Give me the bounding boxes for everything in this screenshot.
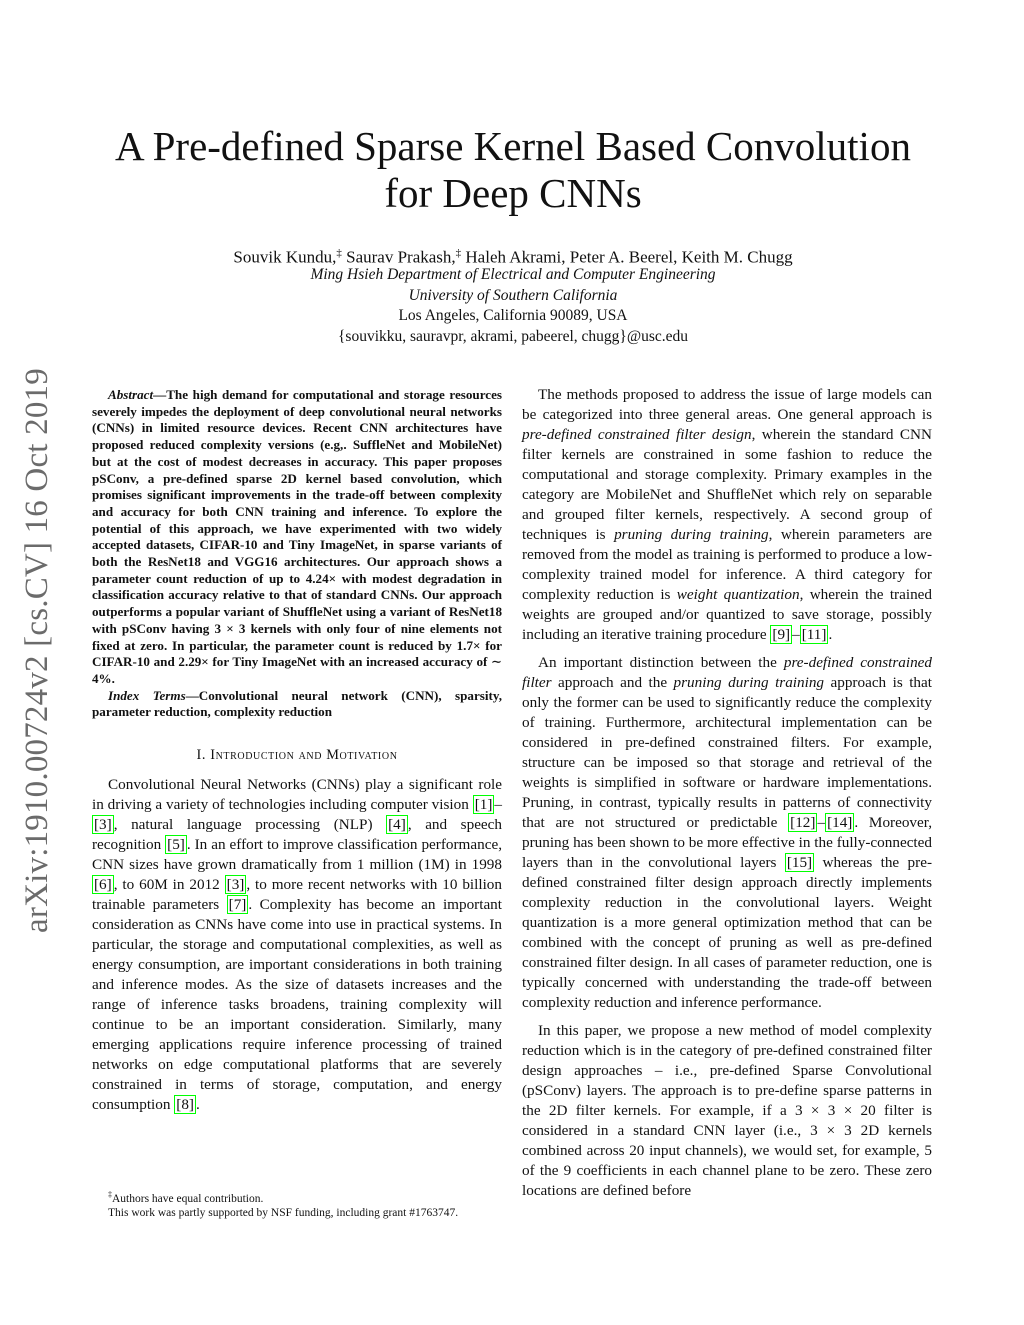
citation-link[interactable]: [6] (94, 876, 112, 894)
abstract (92, 387, 502, 688)
section-heading-introduction (92, 745, 502, 765)
text-run: An important distinction between the (538, 654, 784, 671)
intro-paragraph (92, 775, 502, 1115)
text-run: – (494, 796, 502, 814)
text-run: . Complexity has become an important consideration as CNNs have come into use in practical systems. In particular, the storage and computational complexities, as well as energy consumption, are important considerations in both training and inference modes. As the size of datasets increases and the range of inference tasks broadens, training complexity will continue to be an important consideration. Similarly, many emerging applications require inference processing of trained networks on edge computational platforms that are severely constrained in terms of storage, computation, and energy consumption (92, 896, 502, 1114)
text-run: , wherein the trained weights are grouped and/or quantized to save storage, possibly including an iterative training procedure (522, 586, 932, 643)
abstract-label: Abstract (108, 387, 154, 402)
text-run: . Moreover, pruning has been shown to be more effective in the fully-connected layers than in the convolutional layers (522, 814, 933, 871)
paper-title (90, 123, 936, 217)
affiliation-email: {souvikku, sauravpr, akrami, pabeerel, chugg}@usc.edu (337, 327, 689, 345)
citation-link[interactable]: [1] (474, 796, 493, 814)
text-run: approach is that only the former can be used to significantly reduce the complexity of training. Furthermore, architectural implementation can be considered in pre-defined constrained filters. For example, structure can be imposed so that storage and retrieval of the weights is simplified in software or hardware implementations. Pruning, in contrast, typically results in patterns of connectivity that are not structured or predictable (522, 674, 932, 831)
citation-link[interactable]: [11] (801, 626, 827, 643)
citation-link[interactable]: [15] (786, 854, 813, 871)
text-run: – (817, 814, 826, 831)
footnote-equal-contribution (92, 1188, 502, 1206)
section-title: Introduction and Motivation (210, 747, 398, 764)
text-run: , wherein the standard CNN filter kernels are constrained in some fashion to reduce the computational and storage complexity. Primary examples in the category are MobileNet and ShufﬂeNet which rely on separable and grouped filter kernels, respectively. A second group of techniques is (522, 426, 932, 543)
text-run: , to 60M in 2012 (113, 876, 225, 894)
citation-link[interactable]: [14] (827, 814, 853, 831)
text-run: , wherein parameters are removed from the model as training is performed to produce a low-complexity trained model for inference. A third category for complexity reduction is (522, 526, 932, 603)
text-run: – (792, 626, 800, 643)
arxiv-stamp-text: arXiv:1910.00724v2 [cs.CV] 16 Oct 2019 (18, 367, 55, 933)
author-rest: Haleh Akrami, Peter A. Beerel, Keith M. Chugg (461, 247, 793, 267)
citation-link[interactable]: [7] (228, 896, 247, 914)
text-run: . (828, 626, 833, 643)
emphasis: pre-defined constrained filter (522, 654, 933, 691)
emphasis: pruning during training (614, 526, 769, 543)
index-terms (92, 688, 502, 721)
section-number: I. (196, 747, 207, 764)
citation-link[interactable]: [3] (226, 876, 245, 894)
text-run: , to more recent networks with 10 billion trainable parameters (92, 876, 502, 914)
left-column (92, 387, 502, 1123)
text-run: . In an effort to improve classification performance, CNN sizes have grown dramatically from 1 million (1M) in 1998 (92, 836, 502, 874)
text-run: Convolutional Neural Networks (CNNs) play a significant role in driving a variety of technologies including computer vision (92, 776, 502, 814)
text-run: . (195, 1096, 200, 1114)
index-terms-text: Convolutional neural network (CNN), sparsity, parameter reduction, complexity reduction (92, 687, 502, 720)
affiliation-city: Los Angeles, California 90089, USA (398, 307, 628, 324)
footnotes (92, 1188, 502, 1221)
distinction-paragraph (522, 653, 932, 1013)
title-line-1: A Pre-defined Sparse Kernel Based Convolution (115, 123, 911, 169)
affiliation-university: University of Southern California (408, 286, 618, 304)
citation-link[interactable]: [3] (94, 816, 112, 834)
abstract-dash: — (153, 387, 167, 402)
emphasis: pre-defined constrained filter design (522, 426, 752, 443)
text-run: whereas the pre-defined constrained filter design approach directly implements complexity reduction in the convolutional layers. Weight quantization is a more general optimization method that can be combined with the concept of pruning as well as pre-defined constrained filter design. In all cases of parameter reduction, one is typically concerned with understanding the trade-off between complexity reduction and inference performance. (522, 854, 933, 1011)
text-run: The methods proposed to address the issue of large models can be categorized into three general areas. One general approach is (522, 386, 932, 423)
proposal-paragraph: In this paper, we propose a new method of model complexity reduction which is in the category of pre-defined constrained filter design approaches – i.e., pre-defined Sparse Convolutional (pSConv) layers. The approach is to pre-define sparse patterns in the 2D filter kernels. For example, if a 3 × 3 × 20 filter is considered in a standard CNN layer (i.e., 3 × 3 2D kernels combined across 20 input channels), we would set, for example, 5 of the 9 coefficients in each channel plane to be zero. These zero locations are defined before (522, 1022, 932, 1199)
footnote-mark: ‡ (108, 1190, 112, 1199)
author-1: Souvik Kundu, (233, 247, 337, 267)
author-2: Saurav Prakash, (341, 247, 456, 267)
affiliation-department: Ming Hsieh Department of Electrical and Computer Engineering (310, 266, 716, 283)
citation-link[interactable]: [4] (388, 816, 406, 834)
text-run: approach and the (551, 674, 674, 691)
title-line-2: for Deep CNNs (384, 170, 642, 216)
footnote-grant: This work was partly supported by NSF funding, including grant #1763747. (108, 1207, 459, 1220)
emphasis: pruning during training (673, 674, 825, 691)
abstract-text: The high demand for computational and storage resources severely impedes the deployment of deep convolutional neural networks (CNNs) in limited resource devices. Recent CNN architectures have proposed reduced complexity versions (e.g,. SuffleNet and MobileNet) but at the cost of modest decreases in accuracy. This paper proposes pSConv, a pre-defined sparse 2D kernel based convolution, which promises significant improvements in the trade-off between complexity and accuracy for both CNN training and inference. To explore the potential of this approach, we have experimented with two widely accepted datasets, CIFAR-10 and Tiny ImageNet, in sparse variants of both the ResNet18 and VGG16 architectures. Our approach shows a parameter count reduction of up to 4.24× with modest degradation in classification accuracy relative to that of standard CNNs. Our approach outperforms a popular variant of ShuffleNet using a variant of ResNet18 with pSConv having 3 × 3 kernels with only four of nine elements not fixed at zero. In particular, the parameter count is reduced by 1.7× for CIFAR-10 and 2.29× for Tiny ImageNet with an increased accuracy of ∼ 4%. (92, 387, 502, 686)
methods-paragraph (522, 385, 932, 645)
text-run: , natural language processing (NLP) (113, 816, 387, 834)
arxiv-stamp (2, 355, 72, 945)
citation-link[interactable]: [5] (167, 836, 185, 854)
index-terms-label: Index Terms (108, 687, 186, 703)
author-1-mark: ‡ (336, 247, 342, 259)
footnote-equal-text: Authors have equal contribution. (112, 1192, 264, 1205)
affiliation-block (90, 265, 936, 347)
index-terms-dash: — (185, 687, 199, 703)
citation-link[interactable]: [9] (772, 626, 791, 643)
right-column (522, 385, 932, 1209)
emphasis: weight quantization (676, 586, 800, 603)
citation-link[interactable]: [12] (790, 814, 816, 831)
text-run: , and speech recognition (92, 816, 503, 854)
author-2-mark: ‡ (455, 247, 462, 259)
citation-link[interactable]: [8] (176, 1096, 194, 1114)
